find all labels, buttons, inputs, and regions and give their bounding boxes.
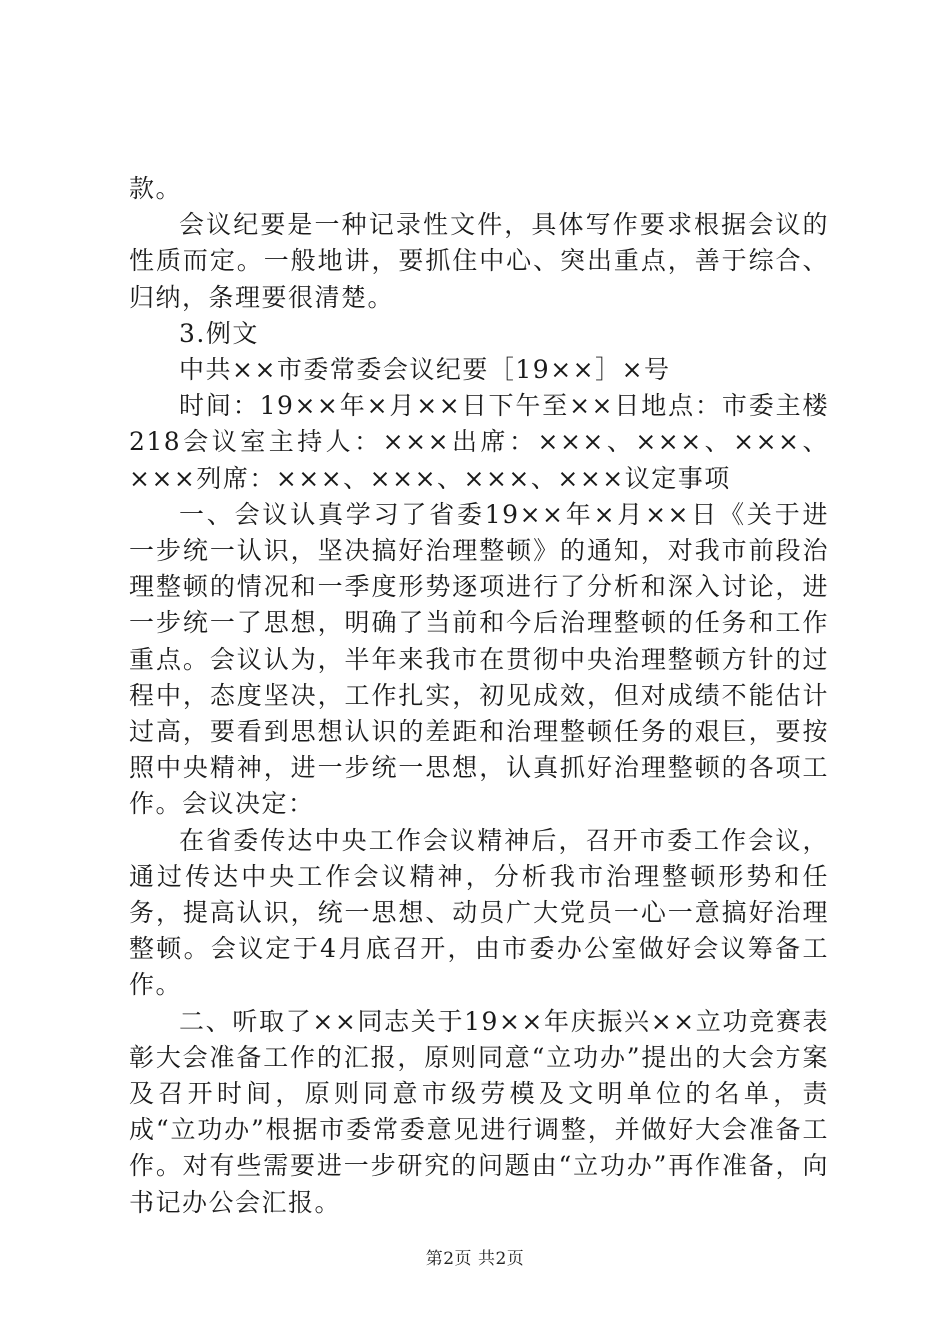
paragraph-continuation: 款。 [129,174,183,203]
paragraph-writing-requirements: 会议纪要是一种记录性文件，具体写作要求根据会议的性质而定。一般地讲，要抓住中心、突出重点，善于综合、归纳，条理要很清楚。 [129,210,829,312]
section-heading-example: 3.例文 [179,318,259,348]
paragraph-item-one: 一、会议认真学习了省委19××年×月××日《关于进一步统一认识，坚决搞好治理整顿》的通知，对我市前段治理整顿的情况和一季度形势逐项进行了分析和深入讨论，进一步统一了思想，明确了当前和今后治理整顿的任务和工作重点。会议认为，半年来我市在贯彻中央治理整顿方针的过程中，态度坚决，工作扎实，初见成效，但对成绩不能估计过高，要看到思想认识的差距和治理整顿任务的艰巨，要按照中央精神，进一步统一思想，认真抓好治理整顿的各项工作。会议决定： [129,499,829,819]
document-body [129,171,829,1221]
example-title: 中共××市委常委会议纪要［19××］×号 [179,355,671,385]
paragraph-item-two: 二、听取了××同志关于19××年庆振兴××立功竞赛表彰大会准备工作的汇报，原则同意“立功办”提出的大会方案及召开时间，原则同意市级劳模及文明单位的名单，责成“立功办”根据市委常委意见进行调整，并做好大会准备工作。对有些需要进一步研究的问题由“立功办”再作准备，向书记办公会汇报。 [129,1006,829,1217]
page-number: 第2页 共2页 [425,1249,525,1269]
page-footer [0,1244,950,1269]
paragraph-decision: 在省委传达中央工作会议精神后，召开市委工作会议，通过传达中央工作会议精神，分析我市治理整顿形势和任务，提高认识，统一思想、动员广大党员一心一意搞好治理整顿。会议定于4月底召开，由市委办公室做好会议筹备工作。 [129,825,829,1000]
meeting-info: 时间：19××年×月××日下午至××日地点：市委主楼218会议室主持人：×××出席：×××、×××、×××、×××列席：×××、×××、×××、×××议定事项 [129,391,829,493]
